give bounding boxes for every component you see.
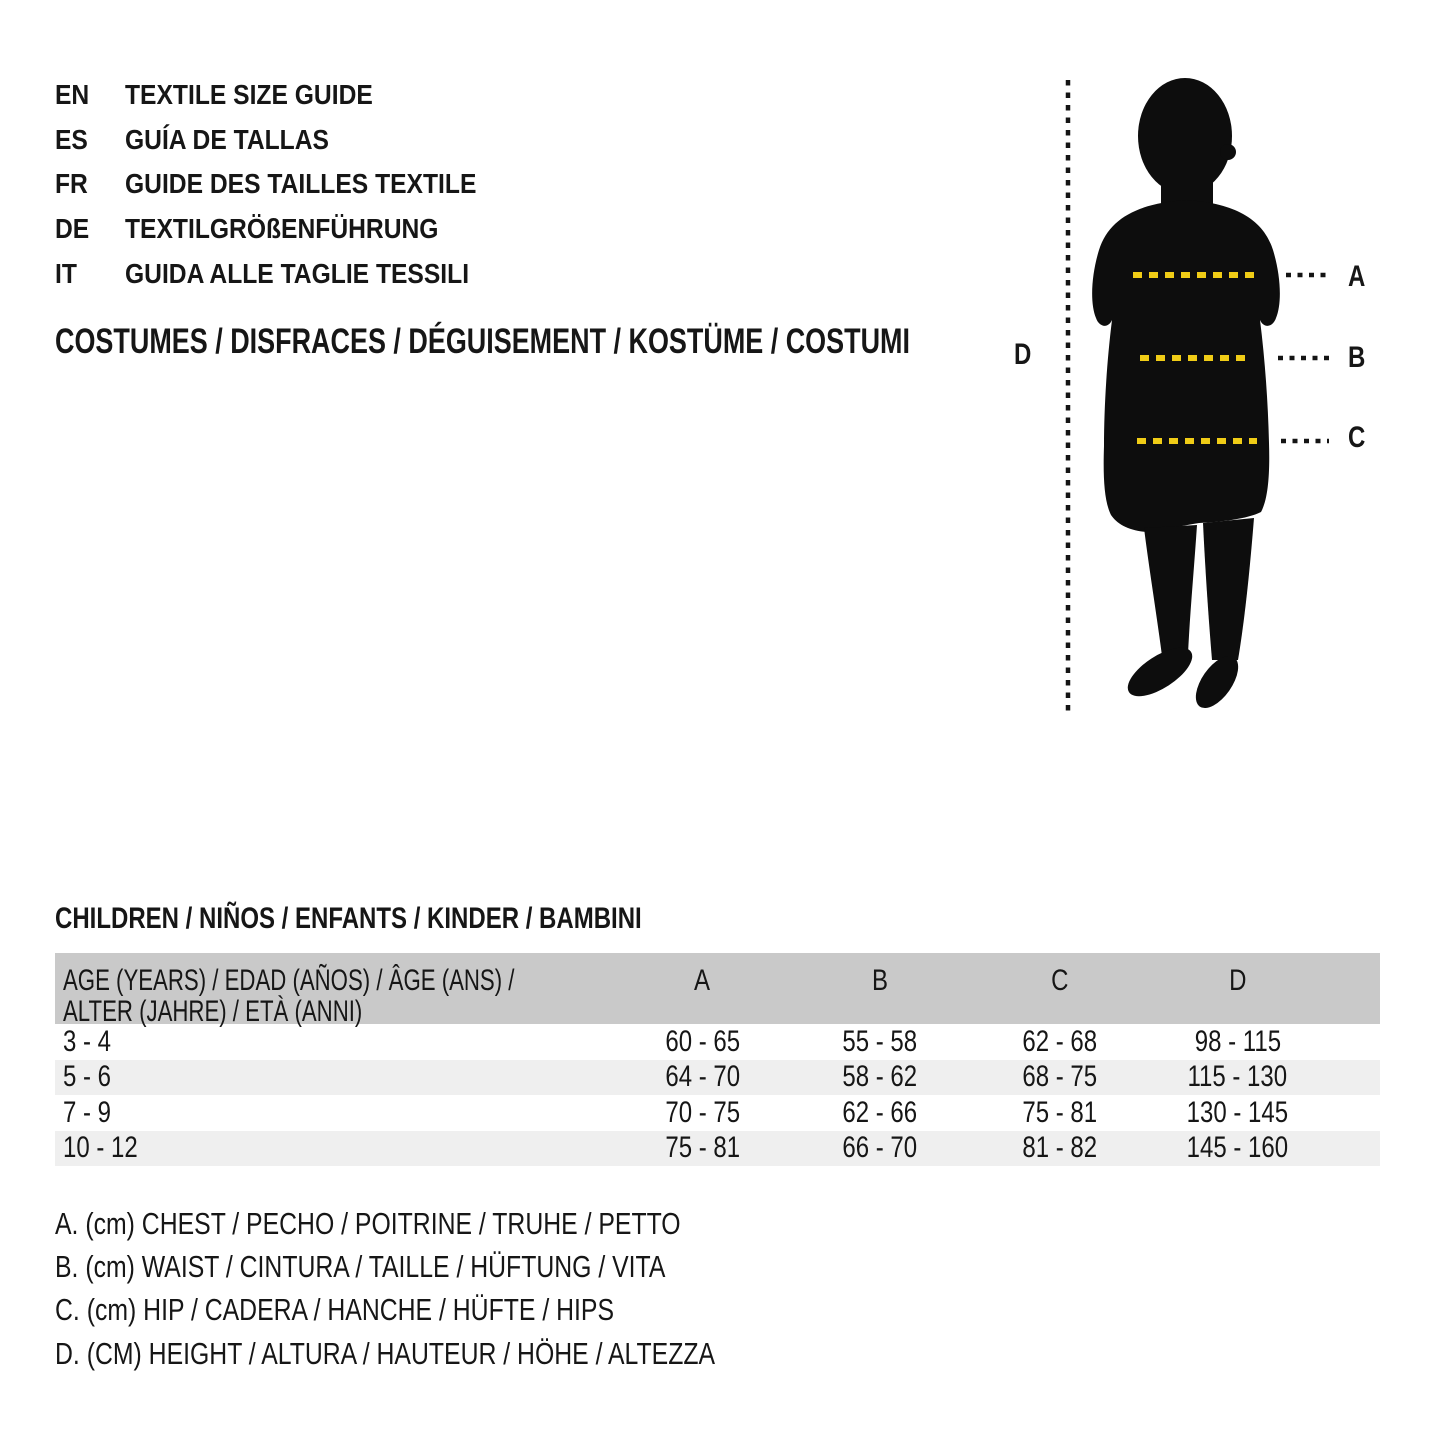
waist-cell: 55 - 58 (842, 1024, 918, 1058)
child-silhouette-graphic (1000, 60, 1445, 720)
language-row-fr (55, 162, 524, 207)
height-cell: 130 - 145 (1186, 1095, 1289, 1129)
hip-label: C (1348, 421, 1366, 454)
age-column-header: AGE (YEARS) / EDAD (AÑOS) / ÂGE (ANS) / ALTER (JAHRE) / ETÀ (ANNI) (63, 964, 515, 1028)
waist-cell: 58 - 62 (842, 1060, 918, 1094)
language-row-it (55, 251, 524, 296)
age-cell: 10 - 12 (63, 1131, 138, 1165)
language-code: IT (55, 257, 77, 289)
language-row-de (55, 207, 524, 252)
language-row-en (55, 73, 524, 118)
language-code: DE (55, 213, 90, 245)
language-code: FR (55, 168, 88, 200)
column-header-c: C (1051, 964, 1069, 997)
language-label: GUIDA ALLE TAGLIE TESSILI (125, 257, 470, 289)
chest-cell: 70 - 75 (665, 1095, 740, 1129)
measurement-legend (55, 1202, 880, 1375)
table-header-row (55, 953, 1380, 1028)
language-code: ES (55, 123, 88, 155)
language-label: GUIDE DES TAILLES TEXTILE (125, 168, 477, 200)
chest-label: A (1348, 260, 1366, 293)
category-title: COSTUMES / DISFRACES / DÉGUISEMENT / KOSTÜME / COSTUMI (55, 322, 910, 361)
column-header-d: D (1228, 964, 1247, 997)
age-cell: 5 - 6 (63, 1060, 112, 1094)
hip-cell: 62 - 68 (1022, 1024, 1098, 1058)
height-cell: 115 - 130 (1187, 1060, 1288, 1094)
right-leg-shape (1203, 518, 1254, 660)
column-header-b: B (871, 964, 888, 997)
ear-shape (1220, 144, 1236, 160)
chest-cell: 64 - 70 (665, 1060, 740, 1094)
legend-chest: A. (cm) CHEST / PECHO / POITRINE / TRUHE / PETTO (55, 1205, 681, 1241)
language-label: GUÍA DE TALLAS (125, 123, 329, 155)
left-leg-shape (1144, 525, 1197, 656)
height-cell: 98 - 115 (1194, 1024, 1281, 1058)
table-row (55, 1060, 1380, 1096)
waist-label: B (1348, 341, 1366, 374)
language-row-es (55, 118, 524, 163)
table-row (55, 1131, 1380, 1167)
chest-cell: 75 - 81 (665, 1131, 740, 1165)
language-label: TEXTILE SIZE GUIDE (125, 79, 373, 111)
age-cell: 3 - 4 (63, 1024, 112, 1058)
language-label: TEXTILGRÖßENFÜHRUNG (125, 213, 439, 245)
table-section-title: CHILDREN / NIÑOS / ENFANTS / KINDER / BAMBINI (55, 902, 642, 935)
chest-cell: 60 - 65 (665, 1024, 740, 1058)
language-code: EN (55, 79, 90, 111)
hip-cell: 75 - 81 (1022, 1095, 1098, 1129)
language-list (55, 73, 524, 296)
waist-cell: 62 - 66 (842, 1095, 918, 1129)
height-cell: 145 - 160 (1186, 1131, 1289, 1165)
legend-height: D. (CM) HEIGHT / ALTURA / HAUTEUR / HÖHE / ALTEZZA (55, 1335, 716, 1371)
legend-waist: B. (cm) WAIST / CINTURA / TAILLE / HÜFTUNG / VITA (55, 1248, 666, 1284)
hip-cell: 81 - 82 (1022, 1131, 1098, 1165)
age-cell: 7 - 9 (63, 1095, 112, 1129)
table-row (55, 1095, 1380, 1131)
height-label: D (1014, 338, 1032, 371)
legend-hip: C. (cm) HIP / CADERA / HANCHE / HÜFTE / HIPS (55, 1292, 614, 1328)
waist-cell: 66 - 70 (842, 1131, 918, 1165)
table-row (55, 1024, 1380, 1060)
size-table (55, 953, 1380, 1166)
child-silhouette (1092, 78, 1280, 715)
column-header-a: A (694, 964, 711, 997)
torso-shape (1092, 200, 1280, 532)
hip-cell: 68 - 75 (1022, 1060, 1098, 1094)
measurement-figure (1000, 60, 1445, 720)
